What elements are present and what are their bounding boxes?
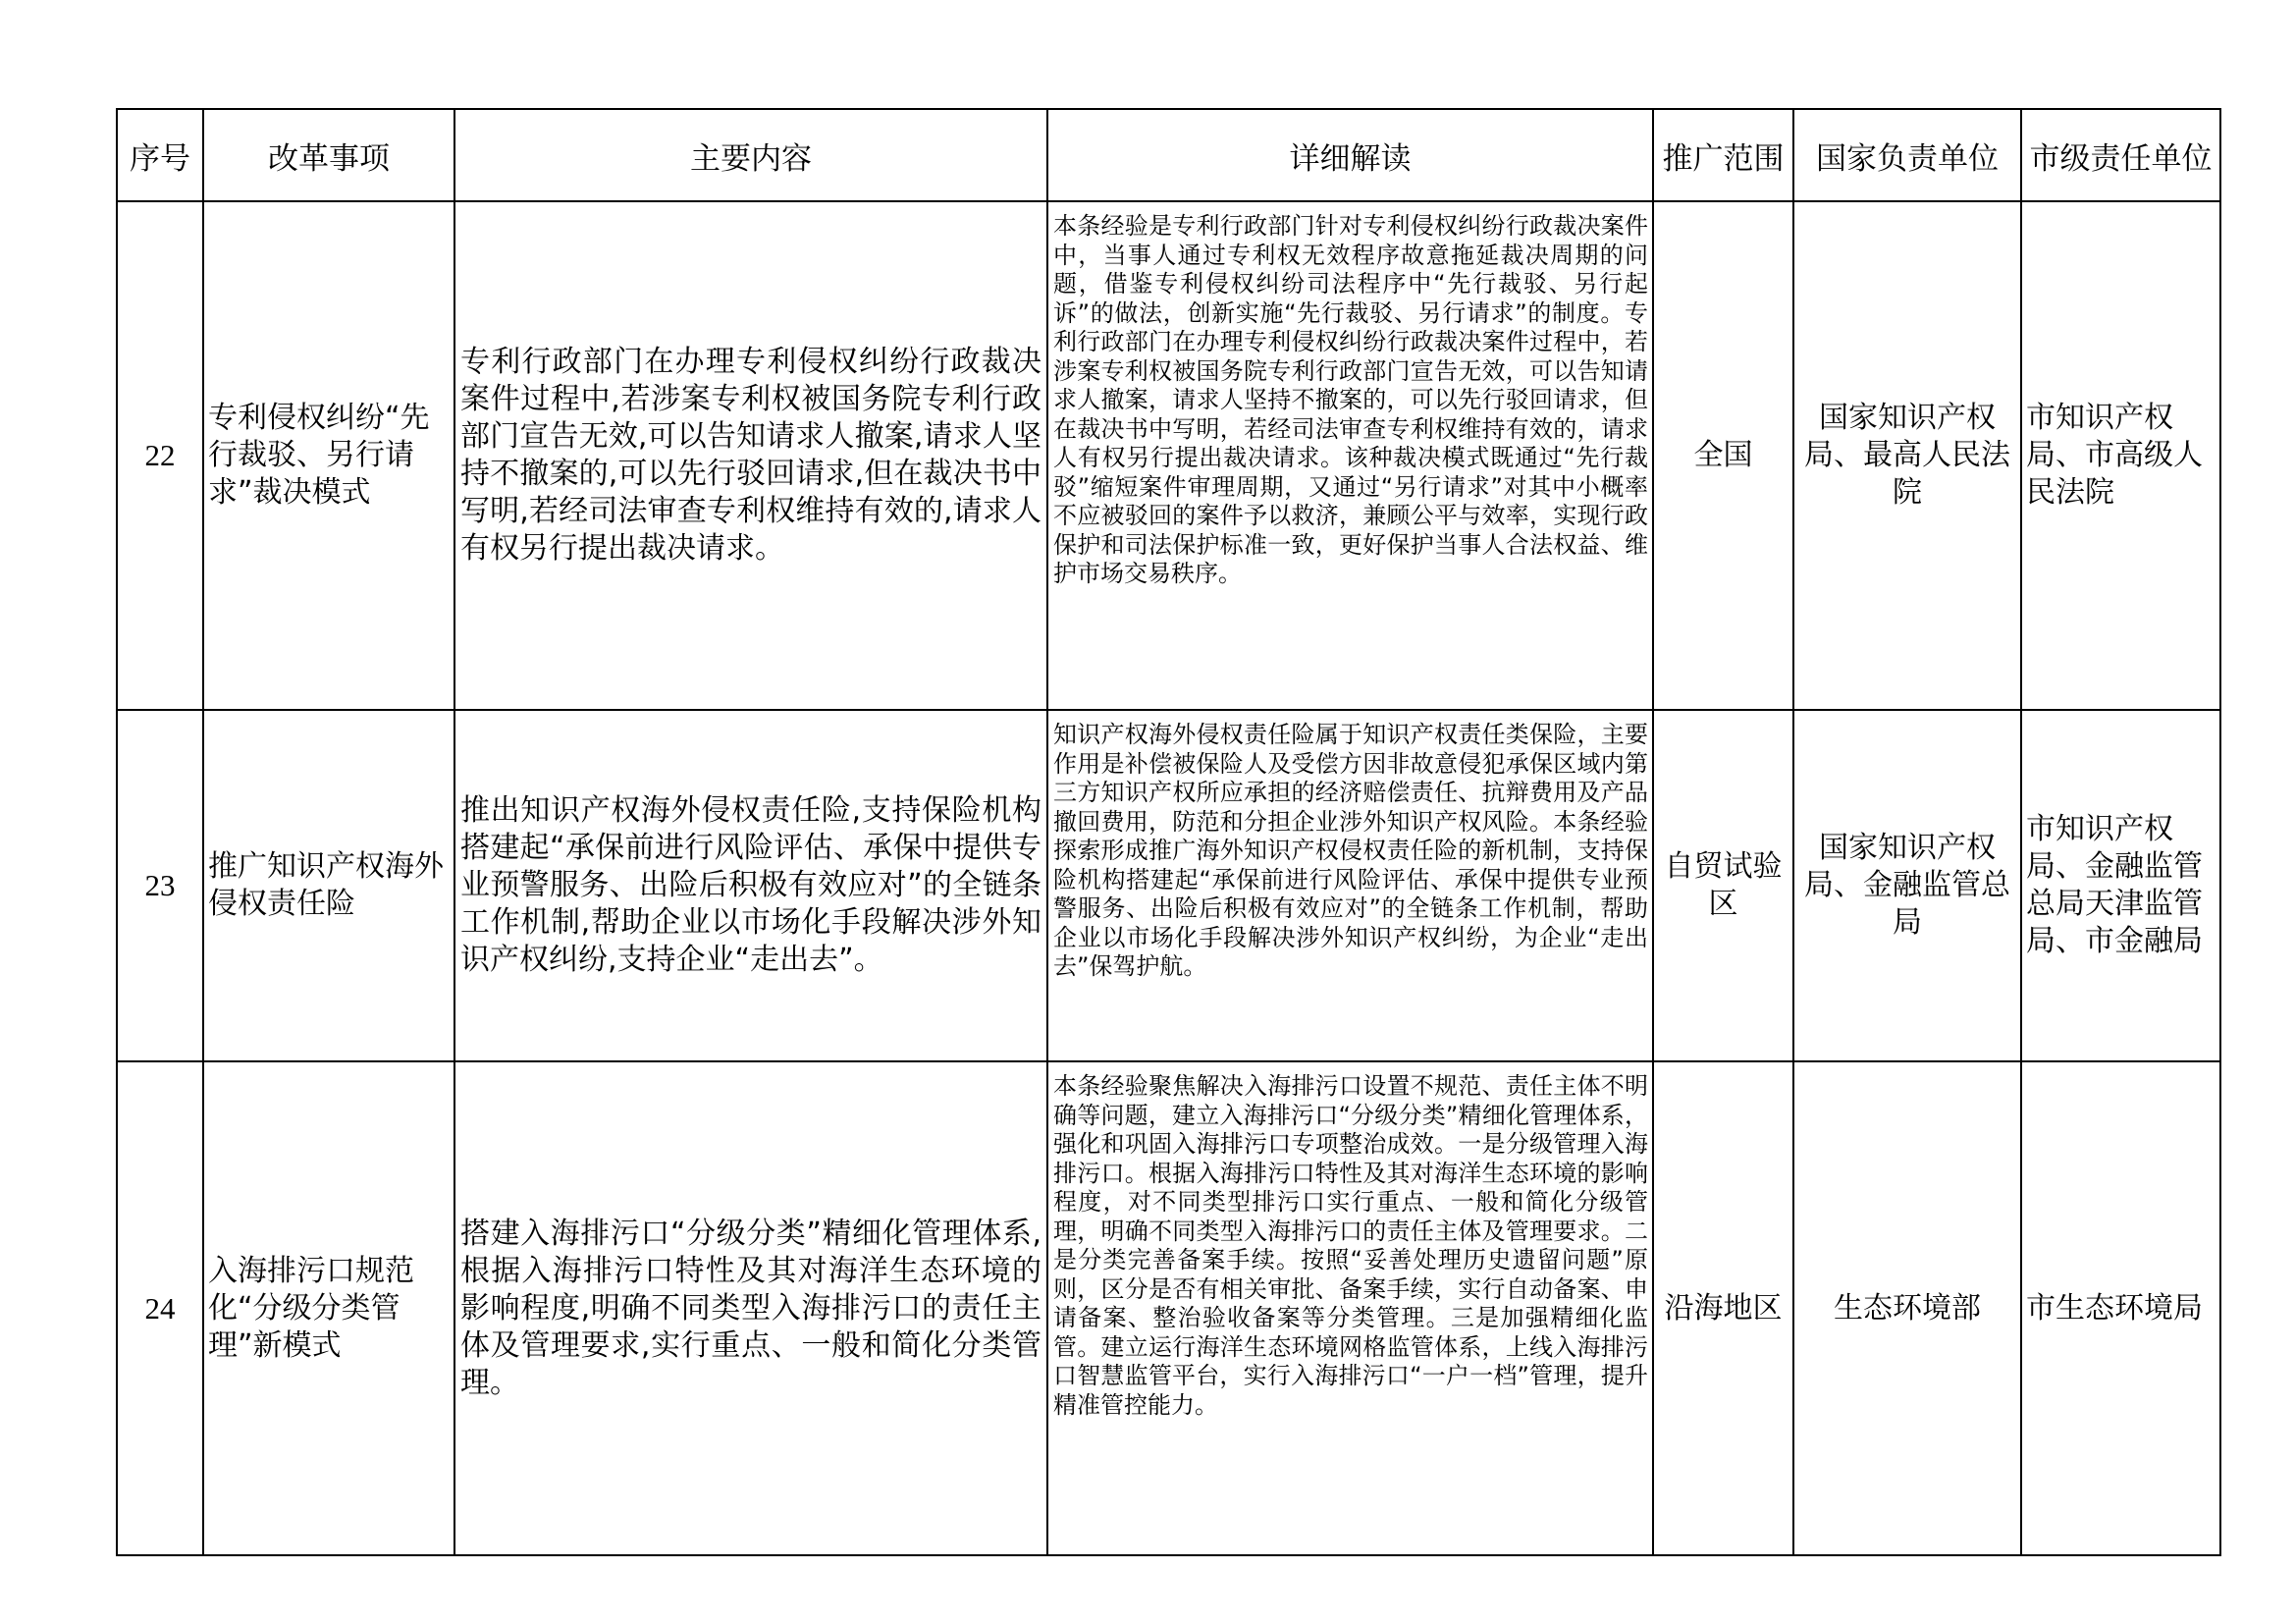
main-content: 专利行政部门在办理专利侵权纠纷行政裁决案件过程中,若涉案专利权被国务院专利行政部门宣告无效,可以告知请求人撤案,请求人坚持不撤案的,可以先行驳回请求,但在裁决书中写明,若经司法审查专利权维持有效的,请求人有权另行提出裁决请求。: [454, 201, 1047, 710]
header-scope: 推广范围: [1653, 109, 1793, 201]
national-responsible-unit: 国家知识产权局、最高人民法院: [1793, 201, 2021, 710]
header-row: [117, 109, 2220, 201]
header-no: 序号: [117, 109, 203, 201]
row-number: 24: [117, 1061, 203, 1555]
header-detail: 详细解读: [1047, 109, 1653, 201]
promotion-scope: 自贸试验区: [1653, 710, 1793, 1061]
main-content: 搭建入海排污口“分级分类”精细化管理体系,根据入海排污口特性及其对海洋生态环境的影响程度,明确不同类型入海排污口的责任主体及管理要求,实行重点、一般和简化分类管理。: [454, 1061, 1047, 1555]
detailed-interpretation: 知识产权海外侵权责任险属于知识产权责任类保险，主要作用是补偿被保险人及受偿方因非故意侵犯承保区域内第三方知识产权所应承担的经济赔偿责任、抗辩费用及产品撤回费用，防范和分担企业涉外知识产权风险。本条经验探索形成推广海外知识产权侵权责任险的新机制，支持保险机构搭建起“承保前进行风险评估、承保中提供专业预警服务、出险后积极有效应对”的全链条工作机制，帮助企业以市场化手段解决涉外知识产权纠纷，为企业“走出去”保驾护航。: [1047, 710, 1653, 1061]
reform-table: [116, 108, 2221, 1556]
city-responsible-unit: 市生态环境局: [2021, 1061, 2220, 1555]
table-row: [117, 710, 2220, 1061]
reform-item: 入海排污口规范化“分级分类管理”新模式: [203, 1061, 454, 1555]
table-row: [117, 1061, 2220, 1555]
promotion-scope: 沿海地区: [1653, 1061, 1793, 1555]
table-row: [117, 201, 2220, 710]
detailed-interpretation: 本条经验聚焦解决入海排污口设置不规范、责任主体不明确等问题，建立入海排污口“分级分类”精细化管理体系，强化和巩固入海排污口专项整治成效。一是分级管理入海排污口。根据入海排污口特性及其对海洋生态环境的影响程度，对不同类型排污口实行重点、一般和简化分级管理，明确不同类型入海排污口的责任主体及管理要求。二是分类完善备案手续。按照“妥善处理历史遗留问题”原则，区分是否有相关审批、备案手续，实行自动备案、申请备案、整治验收备案等分类管理。三是加强精细化监管。建立运行海洋生态环境网格监管体系，上线入海排污口智慧监管平台，实行入海排污口“一户一档”管理，提升精准管控能力。: [1047, 1061, 1653, 1555]
national-responsible-unit: 生态环境部: [1793, 1061, 2021, 1555]
national-responsible-unit: 国家知识产权局、金融监管总局: [1793, 710, 2021, 1061]
header-item: 改革事项: [203, 109, 454, 201]
row-number: 23: [117, 710, 203, 1061]
header-city: 市级责任单位: [2021, 109, 2220, 201]
main-content: 推出知识产权海外侵权责任险,支持保险机构搭建起“承保前进行风险评估、承保中提供专业预警服务、出险后积极有效应对”的全链条工作机制,帮助企业以市场化手段解决涉外知识产权纠纷,支持企业“走出去”。: [454, 710, 1047, 1061]
reform-item: 专利侵权纠纷“先行裁驳、另行请求”裁决模式: [203, 201, 454, 710]
promotion-scope: 全国: [1653, 201, 1793, 710]
city-responsible-unit: 市知识产权局、市高级人民法院: [2021, 201, 2220, 710]
header-national: 国家负责单位: [1793, 109, 2021, 201]
header-content: 主要内容: [454, 109, 1047, 201]
detailed-interpretation: 本条经验是专利行政部门针对专利侵权纠纷行政裁决案件中，当事人通过专利权无效程序故意拖延裁决周期的问题，借鉴专利侵权纠纷司法程序中“先行裁驳、另行起诉”的做法，创新实施“先行裁驳、另行请求”的制度。专利行政部门在办理专利侵权纠纷行政裁决案件过程中，若涉案专利权被国务院专利行政部门宣告无效，可以告知请求人撤案，请求人坚持不撤案的，可以先行驳回请求，但在裁决书中写明，若经司法审查专利权维持有效的，请求人有权另行提出裁决请求。该种裁决模式既通过“先行裁驳”缩短案件审理周期，又通过“另行请求”对其中小概率不应被驳回的案件予以救济，兼顾公平与效率，实现行政保护和司法保护标准一致，更好保护当事人合法权益、维护市场交易秩序。: [1047, 201, 1653, 710]
reform-item: 推广知识产权海外侵权责任险: [203, 710, 454, 1061]
row-number: 22: [117, 201, 203, 710]
city-responsible-unit: 市知识产权局、金融监管总局天津监管局、市金融局: [2021, 710, 2220, 1061]
